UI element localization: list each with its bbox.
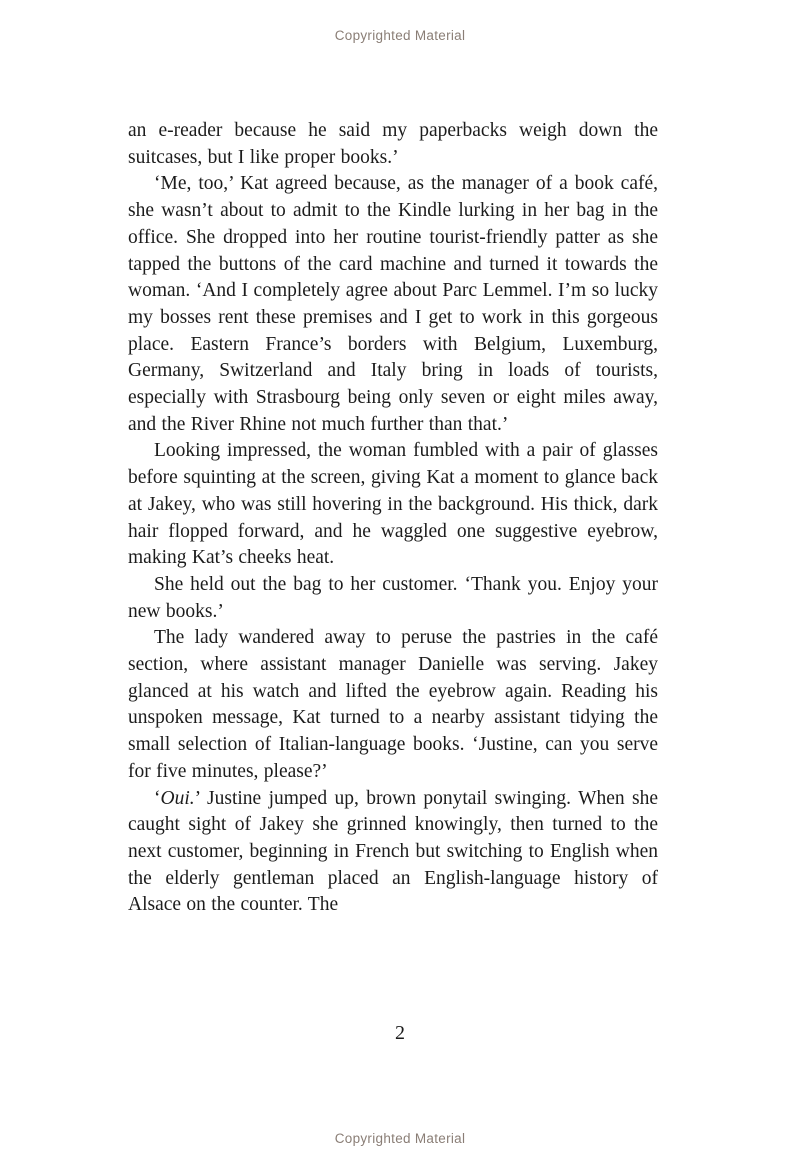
text-segment: ‘ bbox=[154, 787, 161, 809]
text-segment: The lady wandered away to peruse the pastries in the café section, where assistant manager Danielle was serving. Jakey glanced at his watch and lifted the eyebrow again. Reading his unspoken message, Kat turned to a nearby assistant tidying the small selection of Italian-language books. ‘Justine, can you serve for five minutes, please?’ bbox=[128, 627, 658, 782]
text-segment: Looking impressed, the woman fumbled with a pair of glasses before squinting at the screen, giving Kat a moment to glance back at Jakey, who was still hovering in the background. His thick, dark hair flopped forward, and he waggled one suggestive eyebrow, making Kat’s cheeks heat. bbox=[128, 440, 658, 569]
page-text bbox=[128, 118, 658, 919]
text-segment: an e-reader because he said my paperbacks weigh down the suitcases, but I like proper books.’ bbox=[128, 120, 658, 168]
paragraph bbox=[128, 786, 658, 920]
paragraph bbox=[128, 625, 658, 785]
page-number: 2 bbox=[395, 1022, 405, 1044]
copyright-notice-top: Copyrighted Material bbox=[334, 28, 466, 43]
paragraph bbox=[128, 572, 658, 625]
text-segment: ‘Me, too,’ Kat agreed because, as the manager of a book café, she wasn’t about to admit to the Kindle lurking in her bag in the office. She dropped into her routine tourist-friendly patter as she tapped the buttons of the card machine and turned it towards the woman. ‘And I completely agree about Parc Lemmel. I’m so lucky my bosses rent these premises and I get to work in this gorgeous place. Eastern France’s borders with Belgium, Luxemburg, Germany, Switzerland and Italy bring in loads of tourists, especially with Strasbourg being only seven or eight miles away, and the River Rhine not much further than that.’ bbox=[128, 173, 658, 435]
paragraph bbox=[128, 438, 658, 572]
copyright-notice-bottom: Copyrighted Material bbox=[334, 1131, 466, 1146]
paragraph bbox=[128, 171, 658, 438]
paragraph bbox=[128, 118, 658, 171]
text-segment: ’ Justine jumped up, brown ponytail swinging. When she caught sight of Jakey she grinned knowingly, then turned to the next customer, beginning in French but switching to English when the elderly gentleman placed an English-language history of Alsace on the counter. The bbox=[128, 787, 658, 916]
italic-text-segment: Oui. bbox=[160, 787, 195, 809]
text-segment: She held out the bag to her customer. ‘Thank you. Enjoy your new books.’ bbox=[128, 573, 658, 622]
